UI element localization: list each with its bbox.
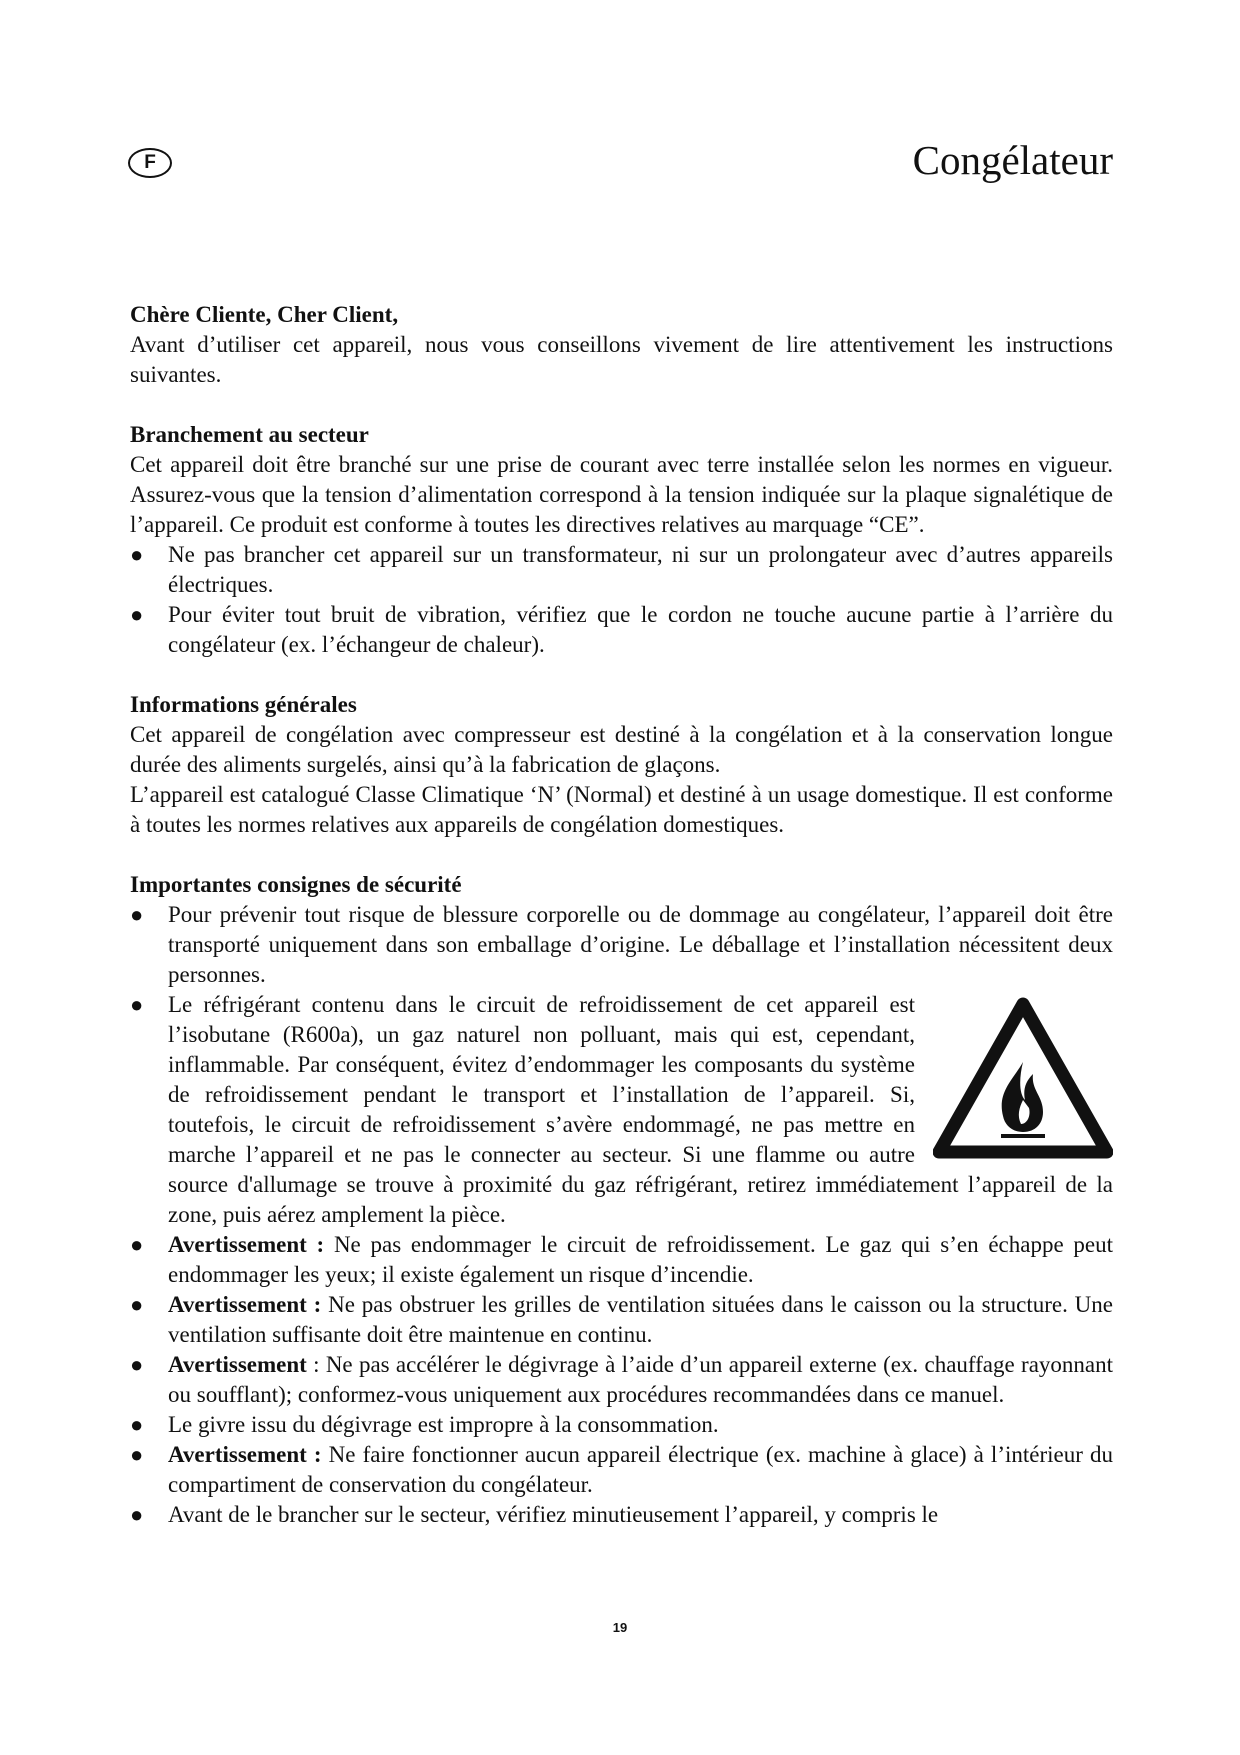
list-item: ● Pour éviter tout bruit de vibration, vérifiez que le cordon ne touche aucune partie à l’arrière du congélateur (ex. l’échangeur de chaleur). bbox=[130, 600, 1113, 660]
bullet-text: Ne pas obstruer les grilles de ventilation situées dans le caisson ou la structure. Une ventilation suffisante doit être maintenue en continu. bbox=[168, 1292, 1113, 1347]
informations-text-2: L’appareil est catalogué Classe Climatique ‘N’ (Normal) et destiné à un usage domestique. Il est conforme à toutes les normes relatives aux appareils de congélation domestiques. bbox=[130, 782, 1113, 837]
list-item bbox=[130, 1290, 1113, 1350]
section-heading: Branchement au secteur bbox=[130, 422, 369, 447]
branchement-text: Cet appareil doit être branché sur une prise de courant avec terre installée selon les normes en vigueur. Assurez-vous que la tension d’alimentation correspond à la tension indiquée sur la plaque signalétique de l’appareil. Ce produit est conforme à toutes les directives relatives au marquage “CE”. bbox=[130, 452, 1113, 537]
page-number: 19 bbox=[612, 1620, 628, 1635]
section-heading: Informations générales bbox=[130, 692, 357, 717]
bullet-text: Le réfrigérant contenu dans le circuit de refroidissement de cet appareil est l’isobutane (R600a), un gaz naturel non polluant, mais qui est, cependant, inflammable. Par conséquent, évitez d’endommager les composants du système de refroidissement pendant le transport et l’installation de l’appareil. Si, toutefois, le circuit de refroidissement s’avère endommagé, ne pas mettre en marche l’appareil et ne pas le connecter au secteur. Si une flamme ou autre source d'allumage se trouve à proximité du gaz réfrigérant, retirez immédiatement l’appareil de la zone, puis aérez amplement la pièce. bbox=[168, 992, 1113, 1227]
list-item bbox=[130, 990, 1113, 1230]
language-badge: F bbox=[128, 148, 172, 178]
securite-section bbox=[130, 870, 1113, 1530]
list-item: ● Ne pas brancher cet appareil sur un transformateur, ni sur un prolongateur avec d’autres appareils électriques. bbox=[130, 540, 1113, 600]
list-item bbox=[130, 1230, 1113, 1290]
intro-text: Avant d’utiliser cet appareil, nous vous conseillons vivement de lire attentivement les instructions suivantes. bbox=[130, 332, 1113, 387]
warning-label: Avertissement : bbox=[168, 1292, 322, 1317]
bullet-text: Le givre issu du dégivrage est impropre à la consommation. bbox=[168, 1412, 719, 1437]
warning-label: Avertissement : bbox=[168, 1232, 325, 1257]
content-body bbox=[130, 300, 1113, 1530]
flammable-warning-icon bbox=[933, 996, 1113, 1160]
bullet-text: Ne faire fonctionner aucun appareil électrique (ex. machine à glace) à l’intérieur du compartiment de conservation du congélateur. bbox=[168, 1442, 1113, 1497]
salutation: Chère Cliente, Cher Client, bbox=[130, 302, 399, 327]
intro-section bbox=[130, 300, 1113, 390]
warning-colon: : bbox=[306, 1352, 320, 1377]
informations-text-1: Cet appareil de congélation avec compresseur est destiné à la congélation et à la conservation longue durée des aliments surgelés, ainsi qu’à la fabrication de glaçons. bbox=[130, 722, 1113, 777]
list-item bbox=[130, 900, 1113, 990]
list-item bbox=[130, 1350, 1113, 1410]
bullet-text: Ne pas endommager le circuit de refroidissement. Le gaz qui s’en échappe peut endommager les yeux; il existe également un risque d’incendie. bbox=[168, 1232, 1113, 1287]
branchement-section bbox=[130, 420, 1113, 660]
page-title: Congélateur bbox=[912, 137, 1113, 183]
warning-label: Avertissement bbox=[168, 1352, 307, 1377]
section-heading: Importantes consignes de sécurité bbox=[130, 872, 462, 897]
branchement-bullets bbox=[130, 540, 1113, 660]
bullet-text: Ne pas accélérer le dégivrage à l’aide d’un appareil externe (ex. chauffage rayonnant ou soufflant); conformez-vous uniquement aux procédures recommandées dans ce manuel. bbox=[168, 1352, 1114, 1407]
bullet-text: Avant de le brancher sur le secteur, vérifiez minutieusement l’appareil, y compris le bbox=[168, 1502, 939, 1527]
list-item bbox=[130, 1410, 1113, 1440]
bullet-text: Pour prévenir tout risque de blessure corporelle ou de dommage au congélateur, l’appareil doit être transporté uniquement dans son emballage d’origine. Le déballage et l’installation nécessitent deux personnes. bbox=[168, 902, 1113, 987]
informations-section bbox=[130, 690, 1113, 840]
securite-bullets bbox=[130, 900, 1113, 1530]
warning-label: Avertissement : bbox=[168, 1442, 322, 1467]
list-item bbox=[130, 1500, 1113, 1530]
list-item bbox=[130, 1440, 1113, 1500]
